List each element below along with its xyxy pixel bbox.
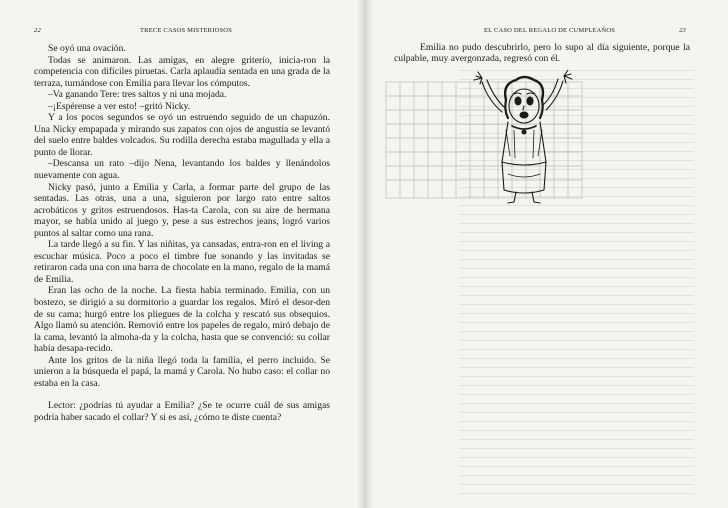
paragraph: Ante los gritos de la niña llegó toda la familia, el perro incluido. Se unieron a la búsqueda el papá, la mamá y Carola. No hubo caso: el collar no estaba en la casa. [34, 354, 330, 389]
paragraph: –Descansa un rato –dijo Nena, levantando los baldes y llenándolos nuevamente con agua. [34, 158, 330, 182]
paragraph: Nicky pasó, junto a Emilia y Carla, a formar parte del grupo de las sentadas. Las otras, una a una, siguieron por largo rato entre saltos acrobáticos y gritos estruendosos. Has-ta Carola, con su aire de hermana mayor, se había unido al juego y, pese a sus estrechos jeans, logró varios puntos al saltar como una rana. [34, 181, 330, 239]
paragraph: La tarde llegó a su fin. Y las niñitas, ya cansadas, entra-ron en el living a escuchar música. Poco a poco el timbre fue sonando y las invitadas se retiraron cada una con una barra de chocolate en la mano, regalo de la mamá de Emilia. [34, 239, 330, 285]
page-number-right: 23 [679, 27, 686, 34]
paragraph: Y a los pocos segundos se oyó un estruendo seguido de un chapuzón. Una Nicky empapada y mirando sus zapatos con ojos de angustia se levantó del suelo entre baldes volcados. Su rodilla derecha estaba magullada y ella a punto de llorar. [34, 112, 330, 158]
page-number-left: 22 [34, 27, 41, 34]
right-page [364, 0, 728, 508]
paragraph: Emilia no pudo descubrirlo, pero lo supo al día siguiente, porque la culpable, muy avergonzada, regresó con él. [394, 42, 690, 65]
paragraph: –¡Espérense a ver esto! –gritó Nicky. [48, 100, 191, 112]
girl-celebrating-illustration [468, 70, 578, 205]
paragraph: Eran las ocho de la noche. La fiesta había terminado. Emilia, con un bostezo, se dirigió a su dormitorio a guardar los regalos. Miró el desor-den de su cama; hurgó entre los pliegues de la colcha y rescató sus obsequios. Algo llamó su atención. Removió entre los papeles de regalo, miró debajo de la cama, levantó la almoha-da y la colcha, hasta que se convenció: su collar había desapa-recido. [34, 285, 330, 355]
left-body-text [34, 43, 330, 424]
paragraph: –Va ganando Tere: tres saltos y ni una mojada. [48, 89, 227, 101]
reader-question: Lector: ¿podrías tú ayudar a Emilia? ¿Se te ocurre cuál de sus amigas podría haber sacado el collar? Y si es así, ¿cómo te diste cuenta? [34, 400, 330, 423]
running-head-left: TRECE CASOS MISTERIOSOS [140, 27, 233, 34]
running-head-right: EL CASO DEL REGALO DE CUMPLEAÑOS [484, 27, 616, 34]
paragraph: Todas se animaron. Las amigas, en alegre griterío, inicia-ron la competencia con difíciles piruetas. Carla aplaudía sentada en una grada de la terraza, turnándose con Emilia para llevar los cómputos. [34, 54, 330, 89]
right-body-text [394, 42, 690, 65]
paragraph: Se oyó una ovación. [48, 43, 126, 54]
